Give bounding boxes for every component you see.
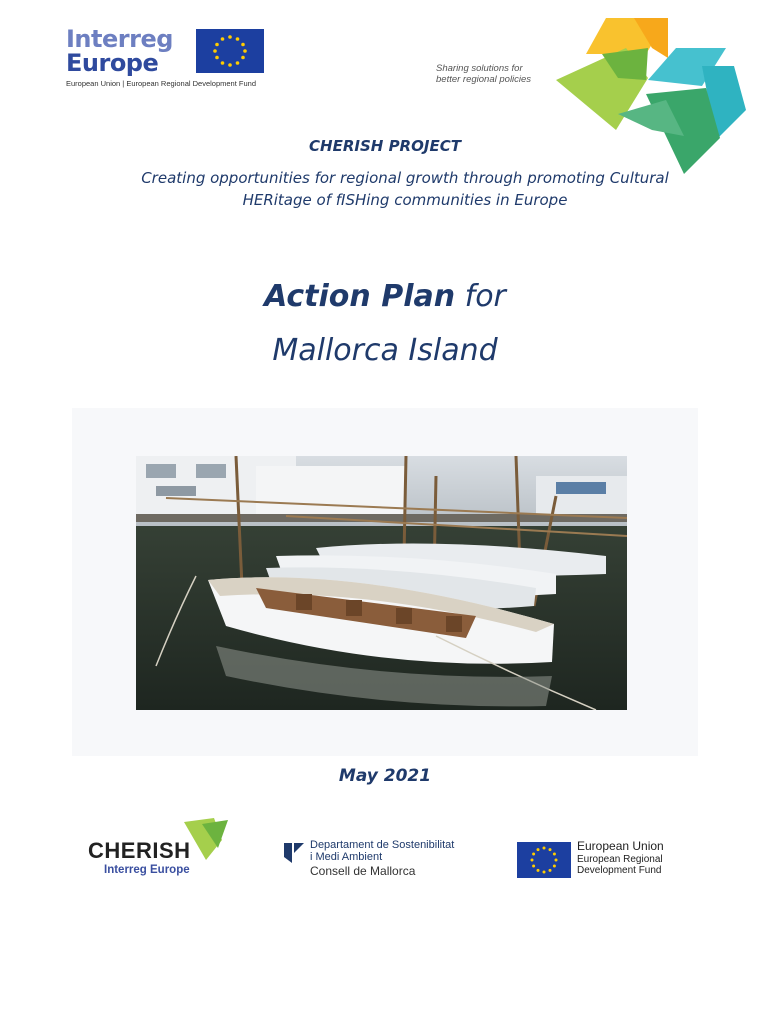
- project-title: CHERISH PROJECT: [309, 137, 461, 155]
- tagline-line-1: Sharing solutions for: [436, 63, 523, 74]
- project-subtitle-line-2: HERitage of fISHing communities in Europe: [242, 191, 568, 209]
- tagline: [436, 63, 566, 85]
- cherish-logo-word: CHERISH: [88, 838, 191, 863]
- consell-name: Consell de Mallorca: [310, 864, 416, 878]
- cherish-logo: [88, 818, 233, 880]
- consell-department-line-2: i Medi Ambient: [310, 851, 383, 863]
- fishing-boats-photo: [136, 456, 627, 710]
- interreg-logo-word: Interreg: [66, 25, 173, 53]
- tagline-line-2: better regional policies: [436, 74, 532, 85]
- action-plan-title: [0, 278, 770, 316]
- eu-fund-line-2: European Regional: [577, 854, 663, 865]
- action-plan-title-rest: for: [455, 279, 506, 314]
- eu-fund-line-3: Development Fund: [577, 865, 662, 876]
- europe-logo-word: Europe: [66, 49, 159, 77]
- fund-caption: European Union | European Regional Development Fund: [66, 79, 256, 88]
- project-subtitle-line-1: Creating opportunities for regional growth through promoting Cultural: [141, 169, 669, 187]
- eu-flag-icon: [517, 842, 571, 878]
- cherish-logo-subtitle: Interreg Europe: [104, 864, 190, 876]
- action-plan-title-bold: Action Plan: [264, 279, 456, 314]
- eu-flag-icon: [196, 29, 264, 73]
- action-plan-subtitle: Mallorca Island: [272, 333, 498, 368]
- eu-regional-fund-logo: [517, 840, 687, 880]
- consell-department-line-1: Departament de Sostenibilitat: [310, 839, 455, 851]
- interreg-europe-logo: [66, 27, 276, 91]
- project-subtitle: [100, 167, 710, 211]
- cherish-arrow-icon: [184, 818, 232, 860]
- consell-mark-icon: [284, 843, 304, 863]
- consell-de-mallorca-logo: [284, 839, 484, 883]
- eu-fund-line-1: European Union: [577, 839, 664, 853]
- publication-date: May 2021: [338, 766, 432, 786]
